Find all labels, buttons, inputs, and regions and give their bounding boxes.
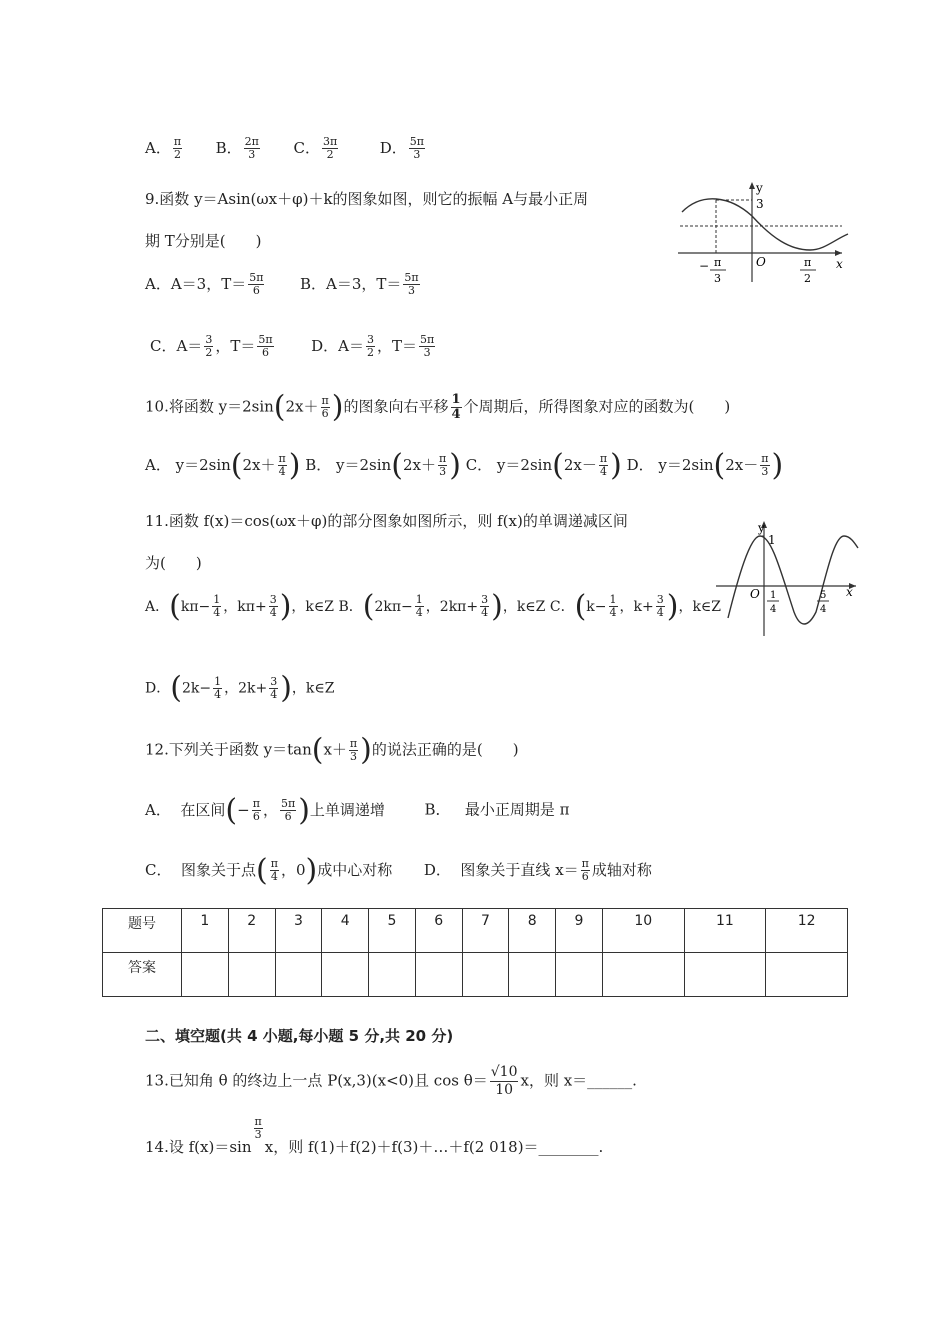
table-row	[103, 953, 848, 997]
table-row-label: 答案	[103, 953, 182, 997]
answer-cell[interactable]	[556, 953, 603, 997]
answer-cell[interactable]	[275, 953, 322, 997]
answer-table	[102, 908, 848, 997]
q10-option-b: B． y＝2sin(2x＋ $\frac{\pi}{3}$ )	[305, 447, 461, 483]
answer-cell[interactable]	[462, 953, 509, 997]
q9-graph-y-label: y	[756, 181, 763, 195]
q8-options	[145, 136, 427, 161]
q10-option-c: C． y＝2sin(2x－ $\frac{\pi}{4}$ )	[465, 447, 622, 483]
table-row-label: 题号	[103, 909, 182, 953]
q9-graph-x-label: x	[836, 257, 843, 271]
q8-option-d: D． $\frac{5\pi}{3}$	[379, 135, 425, 161]
q11-graph-x1-n: 1	[770, 590, 777, 601]
q9-graph-xpos-n: π	[804, 256, 812, 269]
q11-option-a: A．(kπ− $\frac{1}{4}$ ，kπ+ $\frac{3}{4}$ )，k∈Z	[145, 588, 334, 624]
q12-stem: 12.下列关于函数 y＝tan(x＋ $\frac{\pi}{3}$ )的说法正确的是( )	[145, 732, 519, 768]
table-cell: 12	[766, 909, 848, 953]
q12-option-a: A． 在区间(− $\frac{\pi}{6}$ ， $\frac{5\pi}{6}$ )上单调递增	[145, 792, 385, 828]
q9-option-d: D．A＝ $\frac{3}{2}$ ，T＝ $\frac{5\pi}{3}$	[311, 333, 435, 359]
answer-cell[interactable]	[369, 953, 416, 997]
q11-graph-x1-d: 4	[770, 604, 777, 615]
table-cell: 6	[415, 909, 462, 953]
table-cell: 4	[322, 909, 369, 953]
table-cell: 10	[602, 909, 684, 953]
answer-cell[interactable]	[415, 953, 462, 997]
q9-graph-xneg-sign: −	[699, 259, 710, 273]
q10-stem: 10.将函数 y＝2sin(2x＋ $\frac{\pi}{6}$ )的图象向右平移 $\frac{1}{4}$ 个周期后，所得图象对应的函数为( )	[145, 389, 731, 425]
q12-option-c: C． 图象关于点( $\frac{\pi}{4}$ ，0)成中心对称	[145, 852, 393, 888]
answer-cell[interactable]	[509, 953, 556, 997]
q9-option-b: B．A＝3，T＝ $\frac{5\pi}{3}$	[300, 271, 419, 297]
q9-graph-xneg-n: π	[714, 256, 722, 269]
q11-option-c: C．(k− $\frac{1}{4}$ ，k+ $\frac{3}{4}$ )，k∈Z	[549, 588, 722, 624]
q9-graph-y-tick: 3	[756, 197, 764, 211]
q11-stem-2: 为( )	[145, 554, 202, 572]
q9-option-c: C．A＝ $\frac{3}{2}$ ，T＝ $\frac{5\pi}{6}$	[150, 333, 273, 359]
table-cell: 9	[556, 909, 603, 953]
q11-graph-y-tick: 1	[768, 533, 776, 547]
table-row	[103, 909, 848, 953]
q10-option-a: A． y＝2sin(2x＋ $\frac{\pi}{4}$ )	[145, 447, 301, 483]
q9-options-cd	[150, 334, 437, 359]
q11-graph-y-label: y	[758, 521, 765, 535]
table-cell: 8	[509, 909, 556, 953]
q11-graph-x2-d: 4	[820, 604, 827, 615]
table-cell: 2	[228, 909, 275, 953]
q11-option-b: B．(2kπ− $\frac{1}{4}$ ，2kπ+ $\frac{3}{4}$ )，k∈Z	[338, 588, 546, 624]
q9-graph	[672, 178, 852, 290]
q9-graph-xpos-d: 2	[804, 272, 811, 285]
q13: 13.已知角 θ 的终边上一点 P(x,3)(x<0)且 cos θ＝ $\frac{√10}{10}$ x，则 x＝______.	[145, 1064, 637, 1098]
q12-option-d: D． 图象关于直线 x＝ $\frac{\pi}{6}$ 成轴对称	[423, 857, 652, 883]
answer-cell[interactable]	[602, 953, 684, 997]
q9-stem-2: 期 T分别是( )	[145, 232, 262, 250]
q11-graph	[712, 518, 862, 638]
q12-options-cd	[145, 852, 652, 888]
q12-options-ab	[145, 792, 570, 828]
table-cell: 11	[684, 909, 766, 953]
q9-option-a: A．A＝3，T＝ $\frac{5\pi}{6}$	[145, 271, 264, 297]
answer-cell[interactable]	[228, 953, 275, 997]
table-cell: 5	[369, 909, 416, 953]
q8-option-b: B． $\frac{2\pi}{3}$	[215, 135, 259, 161]
q14: 14.设 f(x)＝sin $\frac{\pi}{3}$ x，则 f(1)＋f(2)＋f(3)＋…＋f(2 018)＝________.	[145, 1115, 604, 1156]
q11-graph-x2-n: 5	[820, 590, 827, 601]
q10-options	[145, 447, 784, 483]
answer-cell[interactable]	[322, 953, 369, 997]
table-cell: 7	[462, 909, 509, 953]
q11-options-abc	[145, 588, 722, 624]
q9-stem: 9.函数 y＝Asin(ωx＋φ)＋k的图象如图，则它的振幅 A与最小正周	[145, 190, 589, 208]
q11-graph-origin: O	[750, 587, 760, 601]
answer-cell[interactable]	[766, 953, 848, 997]
q11-option-d: D．(2k− $\frac{1}{4}$ ，2k+ $\frac{3}{4}$ )，k∈Z	[145, 670, 335, 706]
q9-options-ab	[145, 272, 422, 297]
q8-option-a: A． $\frac{\pi}{2}$	[145, 135, 182, 161]
q11-stem: 11.函数 f(x)＝cos(ωx＋φ)的部分图象如图所示，则 f(x)的单调递减区间	[145, 512, 628, 530]
q9-graph-xneg-d: 3	[714, 272, 721, 285]
table-cell: 1	[182, 909, 229, 953]
table-cell: 3	[275, 909, 322, 953]
q10-option-d: D． y＝2sin(2x－ $\frac{\pi}{3}$ )	[626, 447, 784, 483]
q9-graph-origin: O	[756, 255, 766, 269]
q8-option-c: C． $\frac{3\pi}{2}$	[293, 135, 338, 161]
answer-cell[interactable]	[684, 953, 766, 997]
section-2-heading: 二、填空题(共 4 小题,每小题 5 分,共 20 分)	[145, 1027, 454, 1045]
q11-graph-x-label: x	[846, 585, 853, 599]
answer-cell[interactable]	[182, 953, 229, 997]
q12-option-b: B． 最小正周期是 π	[424, 800, 570, 819]
